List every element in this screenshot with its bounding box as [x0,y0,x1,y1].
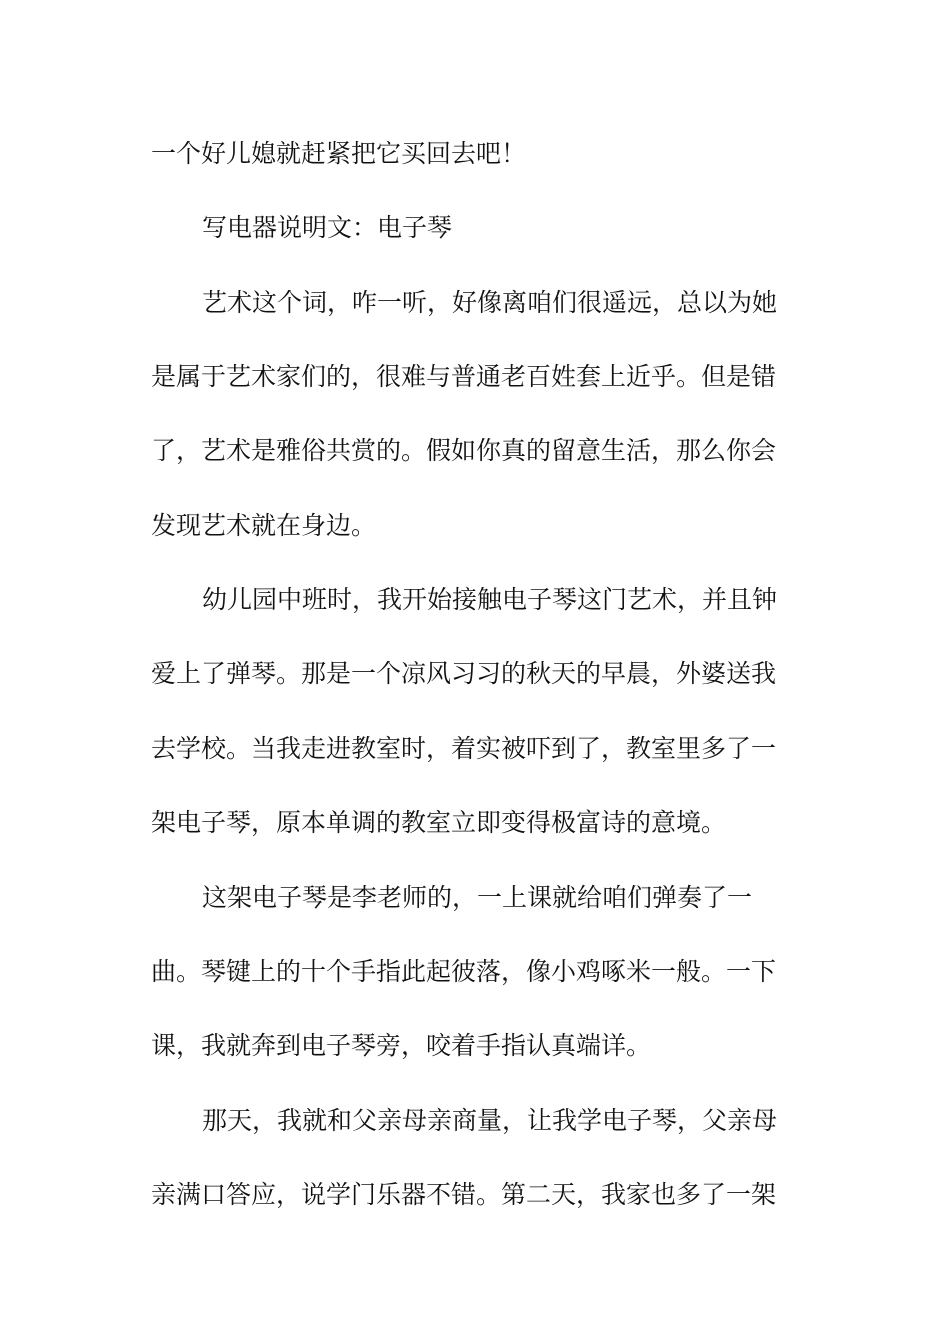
text-line: 爱上了弹琴。那是一个凉风习习的秋天的早晨，外婆送我 [151,659,777,688]
text-line: 亲满口答应，说学门乐器不错。第二天，我家也多了一架 [151,1180,777,1209]
text-line: 一个好儿媳就赶紧把它买回去吧！ [151,139,527,168]
text-line: 曲。琴键上的十个手指此起彼落，像小鸡啄米一般。一下 [151,957,777,986]
text-line: 去学校。当我走进教室时，着实被吓到了，教室里多了一 [151,734,777,763]
text-line: 了，艺术是雅俗共赏的。假如你真的留意生活，那么你会 [151,436,777,465]
text-line: 那天，我就和父亲母亲商量，让我学电子琴，父亲母 [202,1106,778,1135]
text-line: 这架电子琴是李老师的，一上课就给咱们弹奏了一 [202,883,753,912]
text-line: 课，我就奔到电子琴旁，咬着手指认真端详。 [151,1031,652,1060]
text-line: 艺术这个词，咋一听，好像离咱们很遥远，总以为她 [202,288,778,317]
text-line: 是属于艺术家们的，很难与普通老百姓套上近乎。但是错 [151,362,777,391]
section-title: 写电器说明文：电子琴 [202,213,453,242]
text-line: 架电子琴，原本单调的教室立即变得极富诗的意境。 [151,808,727,837]
text-line: 发现艺术就在身边。 [151,511,377,540]
text-line: 幼儿园中班时，我开始接触电子琴这门艺术，并且钟 [202,585,778,614]
